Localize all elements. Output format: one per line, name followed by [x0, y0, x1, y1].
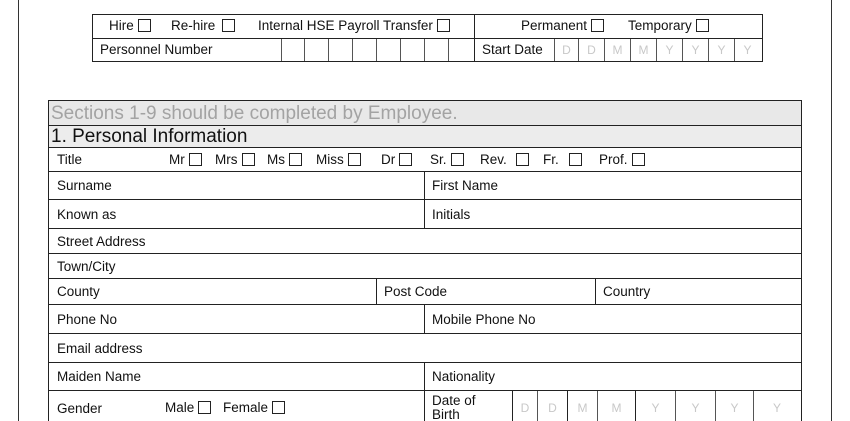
name-row — [49, 172, 801, 200]
title-option-mrs[interactable] — [215, 152, 255, 167]
title-option-dr[interactable] — [381, 152, 412, 167]
country-field[interactable] — [595, 279, 801, 304]
dob-digit[interactable]: Y — [753, 391, 800, 421]
rehire-label: Re-hire — [171, 18, 216, 33]
initials-label: Initials — [432, 206, 471, 222]
post-code-field[interactable] — [376, 279, 595, 304]
male-checkbox[interactable] — [198, 401, 211, 414]
title-row — [49, 148, 801, 172]
post-code-label: Post Code — [384, 284, 448, 299]
start-date-digit[interactable]: D — [578, 39, 604, 61]
title-rev-checkbox[interactable] — [516, 153, 529, 166]
dob-digit[interactable]: Y — [715, 391, 753, 421]
title-label: Title — [57, 152, 83, 167]
permanent-option[interactable] — [521, 18, 604, 33]
title-option-rev[interactable] — [480, 152, 529, 167]
title-dr-label: Dr — [381, 152, 396, 167]
initials-field[interactable] — [424, 200, 801, 228]
personnel-number-field[interactable] — [281, 39, 472, 61]
surname-label: Surname — [57, 178, 112, 193]
gender-dob-row — [49, 391, 801, 421]
title-mrs-label: Mrs — [215, 152, 238, 167]
title-mrs-checkbox[interactable] — [242, 153, 255, 166]
start-date-digit[interactable]: M — [630, 39, 656, 61]
start-date-digit[interactable]: D — [554, 39, 578, 61]
maiden-name-label: Maiden Name — [57, 369, 142, 384]
temporary-checkbox[interactable] — [696, 19, 709, 32]
personnel-number-box[interactable] — [281, 39, 304, 61]
temporary-option[interactable] — [628, 18, 709, 33]
title-dr-checkbox[interactable] — [399, 153, 412, 166]
email-address-field[interactable] — [49, 334, 801, 362]
left-margin-line — [18, 0, 19, 421]
gender-male-option[interactable] — [165, 400, 211, 415]
street-address-field[interactable] — [49, 229, 801, 253]
county-label: County — [57, 284, 100, 299]
first-name-label: First Name — [432, 178, 499, 193]
title-miss-label: Miss — [316, 152, 344, 167]
right-margin-line — [831, 0, 832, 421]
surname-field[interactable] — [49, 172, 424, 199]
personnel-number-box[interactable] — [448, 39, 472, 61]
title-miss-checkbox[interactable] — [348, 153, 361, 166]
date-of-birth-label — [424, 391, 512, 421]
personnel-number-box[interactable] — [328, 39, 352, 61]
title-option-prof[interactable] — [599, 152, 645, 167]
title-ms-checkbox[interactable] — [289, 153, 302, 166]
date-of-birth-field[interactable] — [512, 390, 800, 421]
maiden-name-row — [49, 363, 801, 391]
nationality-field[interactable] — [424, 363, 801, 390]
phone-row — [49, 305, 801, 334]
start-date-digit[interactable]: M — [604, 39, 630, 61]
top-box-divider — [474, 15, 475, 61]
title-option-fr[interactable] — [543, 152, 582, 167]
gender-label: Gender — [57, 400, 103, 416]
email-row — [49, 334, 801, 363]
section-heading: 1. Personal Information — [49, 126, 801, 148]
dob-digit[interactable]: M — [567, 391, 597, 421]
title-option-miss[interactable] — [316, 152, 361, 167]
date-of-birth-text: Date of Birth — [432, 393, 476, 421]
maiden-name-field[interactable] — [49, 363, 424, 390]
employment-type-box — [92, 14, 763, 62]
permanent-label: Permanent — [521, 18, 588, 33]
employee-instructions-banner: Sections 1-9 should be completed by Employee. — [49, 101, 801, 126]
personnel-number-box[interactable] — [424, 39, 448, 61]
email-address-label: Email address — [57, 340, 143, 356]
known-as-row — [49, 200, 801, 229]
town-city-field[interactable] — [49, 254, 801, 278]
start-date-digit[interactable]: Y — [656, 39, 682, 61]
county-row — [49, 279, 801, 305]
town-row — [49, 254, 801, 279]
internal-transfer-label: Internal HSE Payroll Transfer — [258, 18, 433, 33]
start-date-digit[interactable]: Y — [708, 39, 734, 61]
country-label: Country — [603, 284, 651, 299]
known-as-field[interactable] — [49, 200, 424, 228]
known-as-label: Known as — [57, 206, 117, 222]
permanent-checkbox[interactable] — [591, 19, 604, 32]
county-field[interactable] — [49, 279, 376, 304]
gender-female-option[interactable] — [223, 400, 285, 415]
dob-digit[interactable]: Y — [675, 391, 715, 421]
first-name-field[interactable] — [424, 172, 801, 199]
start-date-digit[interactable]: Y — [682, 39, 708, 61]
start-date-label: Start Date — [482, 42, 543, 57]
street-address-label: Street Address — [57, 233, 146, 249]
personnel-number-label: Personnel Number — [100, 42, 213, 57]
title-ms-label: Ms — [267, 152, 285, 167]
rehire-option[interactable] — [171, 18, 235, 33]
dob-digit[interactable]: D — [512, 391, 537, 421]
start-date-digit[interactable]: Y — [734, 39, 760, 61]
phone-no-label: Phone No — [57, 311, 118, 327]
hire-option[interactable] — [109, 18, 151, 33]
title-sr-checkbox[interactable] — [451, 153, 464, 166]
phone-no-field[interactable] — [49, 305, 424, 333]
title-option-mr[interactable] — [169, 152, 202, 167]
title-mr-checkbox[interactable] — [189, 153, 202, 166]
nationality-label: Nationality — [432, 369, 496, 384]
mobile-phone-field[interactable] — [424, 305, 801, 333]
title-prof-label: Prof. — [599, 152, 628, 167]
personnel-number-box[interactable] — [400, 39, 424, 61]
male-label: Male — [165, 400, 195, 415]
hire-label: Hire — [109, 18, 134, 33]
title-mr-label: Mr — [169, 152, 185, 167]
personnel-number-box[interactable] — [376, 39, 400, 61]
mobile-phone-label: Mobile Phone No — [432, 311, 536, 327]
temporary-label: Temporary — [628, 18, 692, 33]
title-fr-label: Fr. — [543, 152, 559, 167]
title-sr-label: Sr. — [430, 152, 447, 167]
rehire-checkbox[interactable] — [222, 19, 235, 32]
street-address-row — [49, 229, 801, 254]
hire-checkbox[interactable] — [138, 19, 151, 32]
dob-digit[interactable]: M — [597, 391, 635, 421]
internal-transfer-option[interactable] — [258, 18, 450, 33]
female-label: Female — [223, 400, 269, 415]
dob-digit[interactable]: D — [537, 391, 567, 421]
dob-digit[interactable]: Y — [635, 391, 675, 421]
internal-transfer-checkbox[interactable] — [437, 19, 450, 32]
title-fr-checkbox[interactable] — [569, 153, 582, 166]
personnel-number-box[interactable] — [352, 39, 376, 61]
title-option-ms[interactable] — [267, 152, 302, 167]
personnel-number-box[interactable] — [304, 39, 328, 61]
title-rev-label: Rev. — [480, 152, 507, 167]
female-checkbox[interactable] — [272, 401, 285, 414]
title-option-sr[interactable] — [430, 152, 464, 167]
employment-type-row — [93, 15, 762, 39]
personal-information-section — [48, 100, 802, 421]
start-date-field[interactable] — [554, 39, 760, 61]
town-city-label: Town/City — [57, 258, 116, 274]
title-prof-checkbox[interactable] — [632, 153, 645, 166]
